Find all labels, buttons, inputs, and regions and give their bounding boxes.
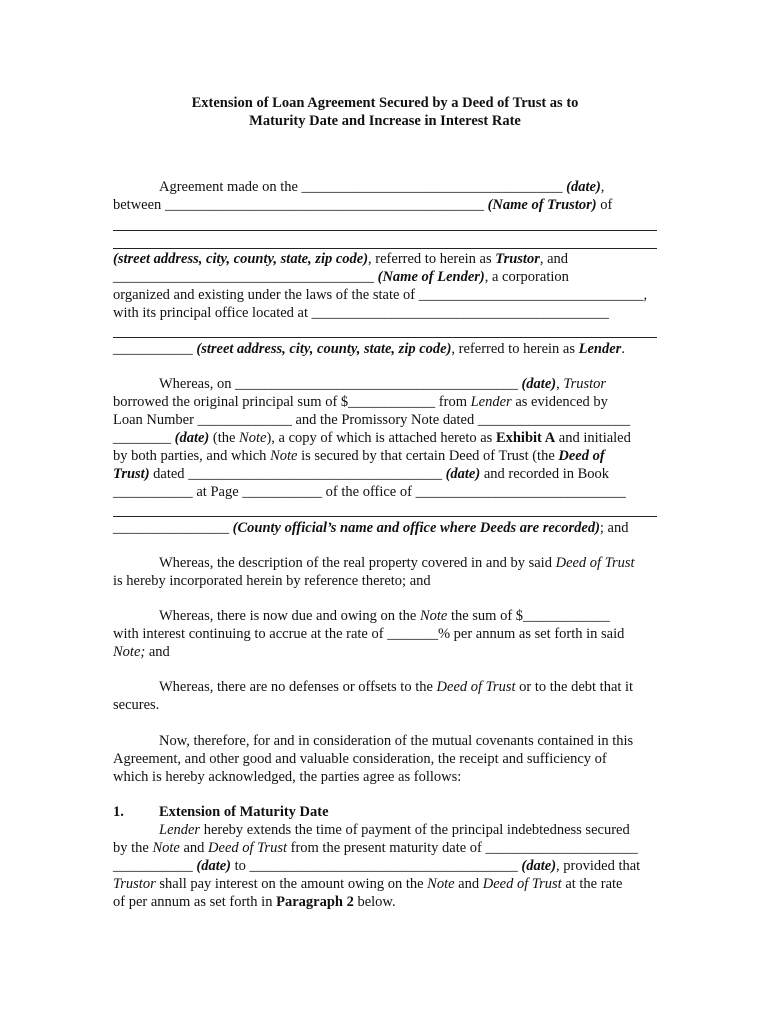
property-description-line-1: Whereas, the description of the real property covered in and by said Deed of Trust bbox=[159, 555, 635, 571]
section-1-line-3: ___________ (date) to _____________________________________ (date), provided that bbox=[113, 858, 641, 874]
lender-name-line: ____________________________________ (Name of Lender), a corporation bbox=[113, 269, 569, 285]
trustor-name-blank[interactable]: ____________________________________________ bbox=[164, 197, 484, 213]
note-exhibit-line: ________ (date) (the Note), a copy of which is attached hereto as Exhibit A and initialed bbox=[113, 430, 631, 446]
consideration-line-1: Now, therefore, for and in consideration of the mutual covenants contained in this bbox=[159, 733, 634, 749]
maturity-date-blank[interactable]: _____________________ bbox=[485, 840, 638, 856]
section-1-line-5: of per annum as set forth in Paragraph 2 below. bbox=[113, 894, 396, 910]
trustor-address-blank-2[interactable] bbox=[113, 248, 657, 249]
section-1-number: 1. bbox=[113, 804, 124, 820]
county-blank[interactable]: ________________ bbox=[113, 520, 229, 536]
section-1-line-1: Lender hereby extends the time of payment of the principal indebtedness secured bbox=[159, 822, 630, 838]
lender-state-line: organized and existing under the laws of the state of _______________________________, bbox=[113, 287, 648, 303]
section-1-line-2: by the Note and Deed of Trust from the present maturity date of _____________________ bbox=[113, 840, 638, 856]
trustor-address-blank-1[interactable] bbox=[113, 230, 657, 231]
agreement-date-line: Agreement made on the ____________________________________ (date), bbox=[159, 179, 605, 195]
note-date-blank[interactable]: _____________________ bbox=[477, 412, 631, 428]
trustor-name-line: between ____________________________________________ (Name of Trustor) of bbox=[113, 197, 613, 213]
loan-number-blank[interactable]: _____________ bbox=[197, 412, 292, 428]
agreement-date-blank[interactable]: ____________________________________ bbox=[301, 179, 563, 195]
lender-state-blank[interactable]: _______________________________ bbox=[418, 287, 644, 303]
new-maturity-date-blank[interactable]: _____________________________________ bbox=[249, 858, 518, 874]
lender-name-blank[interactable]: ____________________________________ bbox=[113, 269, 374, 285]
maturity-date-blank-cont[interactable]: ___________ bbox=[113, 858, 193, 874]
consideration-line-2: Agreement, and other good and valuable consideration, the receipt and sufficiency of bbox=[113, 751, 607, 767]
amount-owing-line: Whereas, there is now due and owing on the Note the sum of $____________ bbox=[159, 608, 611, 624]
interest-rate-line: with interest continuing to accrue at the rate of _______% per annum as set forth in said bbox=[113, 626, 625, 642]
office-of-blank[interactable]: _____________________________ bbox=[415, 484, 626, 500]
lender-address-blank[interactable] bbox=[113, 337, 657, 338]
deed-of-trust-line: by both parties, and which Note is secured by that certain Deed of Trust (the Deed of bbox=[113, 448, 605, 464]
lender-office-line: with its principal office located at _________________________________________ bbox=[113, 305, 609, 321]
section-1-heading: Extension of Maturity Date bbox=[159, 804, 329, 820]
book-blank[interactable]: ___________ bbox=[113, 484, 193, 500]
page-blank[interactable]: ___________ bbox=[242, 484, 323, 500]
trustor-address-line: (street address, city, county, state, zip code), referred to herein as Trustor, and bbox=[113, 251, 569, 267]
no-defenses-line: Whereas, there are no defenses or offsets to the Deed of Trust or to the debt that it bbox=[159, 679, 634, 695]
county-official-line: ________________ (County official’s name and office where Deeds are recorded); and bbox=[113, 520, 629, 536]
whereas-borrowed-line: Whereas, on _______________________________________ (date), Trustor bbox=[159, 376, 607, 392]
loan-date-blank[interactable]: _______________________________________ bbox=[235, 376, 518, 392]
trust-date-blank[interactable]: ___________________________________ bbox=[188, 466, 442, 482]
section-1-line-4: Trustor shall pay interest on the amount owing on the Note and Deed of Trust at the rate bbox=[113, 876, 623, 892]
property-description-line-2: is hereby incorporated herein by reference thereto; and bbox=[113, 573, 431, 589]
trust-dated-line: Trust) dated ___________________________________ (date) and recorded in Book bbox=[113, 466, 610, 482]
consideration-line-3: which is hereby acknowledged, the parties agree as follows: bbox=[113, 769, 462, 785]
document-title-line-2: Maturity Date and Increase in Interest Rate bbox=[249, 113, 521, 129]
note-date-blank-cont[interactable]: ________ bbox=[113, 430, 171, 446]
secures-line: secures. bbox=[113, 697, 160, 713]
principal-sum-line: borrowed the original principal sum of $____________ from Lender as evidenced by bbox=[113, 394, 608, 410]
lender-address-line: ___________ (street address, city, county, state, zip code), referred to herein as Lender. bbox=[113, 341, 625, 357]
principal-sum-blank[interactable]: ____________ bbox=[348, 394, 436, 410]
lender-office-blank[interactable]: _________________________________________ bbox=[311, 305, 609, 321]
lender-address-blank-short[interactable]: ___________ bbox=[113, 341, 193, 357]
interest-rate-blank[interactable]: _______ bbox=[387, 626, 438, 642]
book-page-line: ___________ at Page ___________ of the office of _____________________________ bbox=[113, 484, 626, 500]
document-title-line-1: Extension of Loan Agreement Secured by a Deed of Trust as to bbox=[191, 95, 579, 111]
loan-number-line: Loan Number _____________ and the Promissory Note dated _____________________ bbox=[113, 412, 631, 428]
owing-sum-blank[interactable]: ____________ bbox=[523, 608, 611, 624]
note-and-line: Note; and bbox=[113, 644, 170, 660]
county-office-blank[interactable] bbox=[113, 516, 657, 517]
